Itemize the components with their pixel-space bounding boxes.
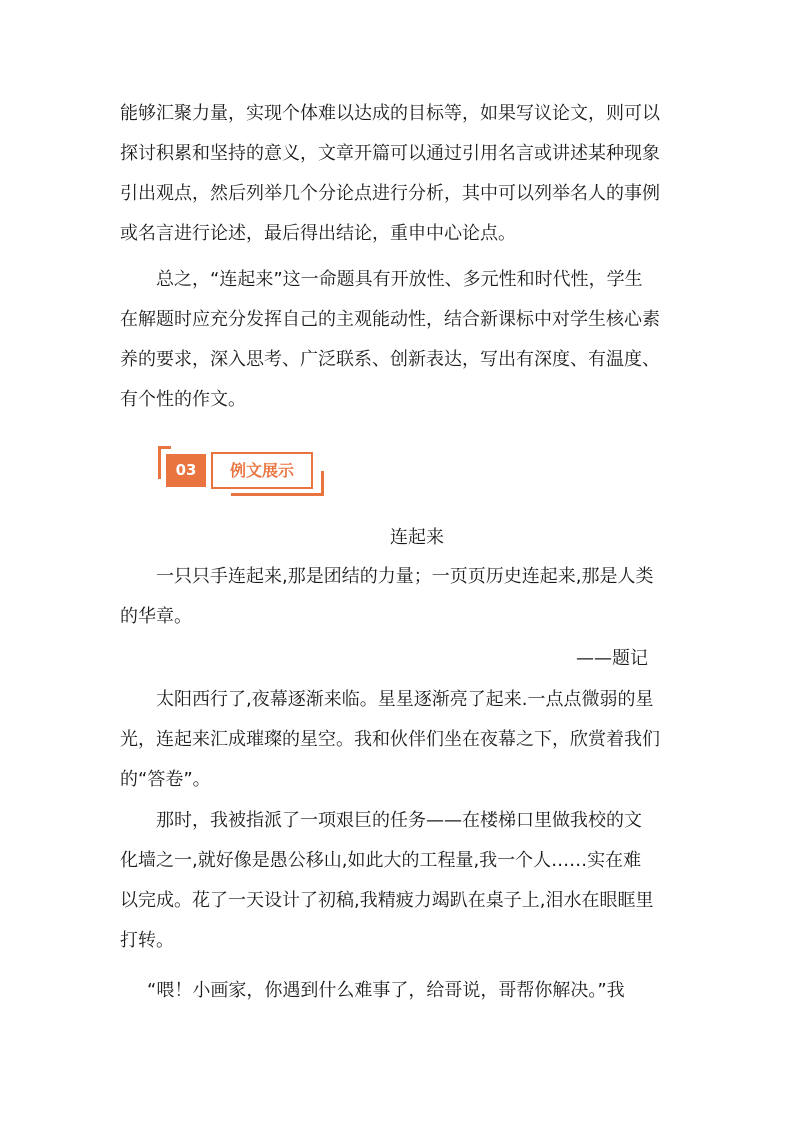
text-line: 引出观点，然后列举几个分论点进行分析，其中可以列举名人的事例 bbox=[120, 183, 660, 204]
section-label: 例文展示 bbox=[211, 452, 313, 489]
epigraph bbox=[120, 557, 680, 637]
text-line: 或名言进行论述，最后得出结论，重申中心论点。 bbox=[120, 223, 516, 244]
essay-paragraph-2 bbox=[120, 801, 680, 961]
essay-paragraph-1 bbox=[120, 680, 680, 800]
summary-paragraph bbox=[120, 260, 680, 420]
text-line: 打转。 bbox=[120, 930, 174, 951]
text-line: 的“答卷”。 bbox=[120, 769, 211, 790]
intro-paragraph bbox=[120, 94, 680, 254]
text-line: 以完成。花了一天设计了初稿,我精疲力竭趴在桌子上,泪水在眼眶里 bbox=[120, 890, 654, 911]
text-line: “喂！小画家，你遇到什么难事了，给哥说，哥帮你解决。”我 bbox=[147, 980, 625, 1001]
section-header bbox=[158, 446, 324, 496]
epigraph-attribution: ——题记 bbox=[576, 648, 648, 669]
essay-title: 连起来 bbox=[390, 527, 444, 548]
text-line: 太阳西行了,夜幕逐渐来临。星星逐渐亮了起来.一点点微弱的星 bbox=[156, 689, 654, 710]
text-line: 在解题时应充分发挥自己的主观能动性，结合新课标中对学生核心素 bbox=[120, 309, 660, 330]
section-number: 03 bbox=[166, 454, 206, 487]
text-line: 总之，“连起来”这一命题具有开放性、多元性和时代性，学生 bbox=[156, 269, 643, 290]
text-line: 有个性的作文。 bbox=[120, 389, 246, 410]
text-line: 那时，我被指派了一项艰巨的任务——在楼梯口里做我校的文 bbox=[156, 810, 642, 831]
essay-paragraph-3 bbox=[120, 971, 680, 1011]
text-line: 一只只手连起来,那是团结的力量；一页页历史连起来,那是人类 bbox=[156, 566, 654, 587]
text-line: 化墙之一,就好像是愚公移山,如此大的工程量,我一个人……实在难 bbox=[120, 850, 642, 871]
text-line: 的华章。 bbox=[120, 606, 192, 627]
text-line: 光，连起来汇成璀璨的星空。我和伙伴们坐在夜幕之下，欣赏着我们 bbox=[120, 729, 660, 750]
text-line: 探讨积累和坚持的意义，文章开篇可以通过引用名言或讲述某种现象 bbox=[120, 143, 660, 164]
text-line: 养的要求，深入思考、广泛联系、创新表达，写出有深度、有温度、 bbox=[120, 349, 660, 370]
text-line: 能够汇聚力量，实现个体难以达成的目标等，如果写议论文，则可以 bbox=[120, 103, 660, 124]
